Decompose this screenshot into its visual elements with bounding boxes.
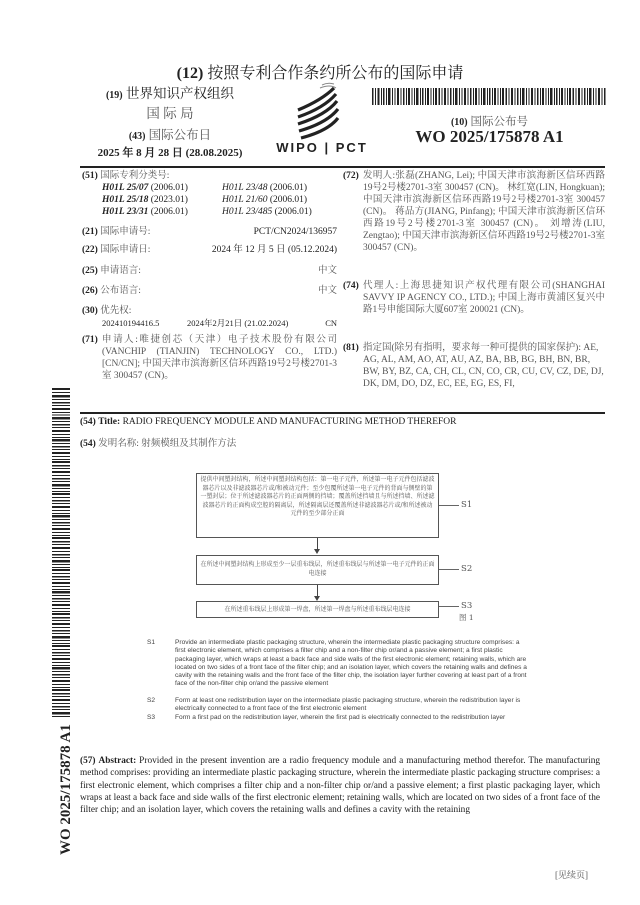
ipc-entry [102,182,337,194]
step-id: S1 [147,639,156,646]
organization-name: 世界知识产权组织 [126,86,235,101]
ipc-secondary-class: H01L 21/60 [222,195,268,205]
filing-language-value: 中文 [317,266,337,276]
s1-leader-line [439,505,459,506]
priority-entry [102,317,337,329]
application-number-label: 国际申请号: [100,227,151,237]
ipc-main-class: H01L 25/18 [102,195,149,205]
agent-block [343,280,606,315]
title-en-label: Title: [98,417,121,427]
organization-bureau: 国 际 局 [146,106,194,121]
title-en-value: RADIO FREQUENCY MODULE AND MANUFACTURING METHOD THEREFOR [122,417,457,427]
priority-label: 优先权: [100,306,132,316]
filing-language-label: 申请语言: [100,266,141,276]
inid-code-22: (22) [82,245,98,255]
publication-number: WO 2025/175878 A1 [415,127,564,146]
s2-leader-line [439,569,459,570]
flow-box-s1: 提供中间塑封结构，所述中间塑封结构包括：第一电子元件，所述第一电子元件包括滤波器芯片以及非滤波器芯片或/和被动元件；至少包覆所述第一电子元件的背面与侧壁的第一塑封层；位于所述滤波器芯片的正面两侧的挡墙；覆盖所述挡墙且与所述挡墙、所述滤波器芯片的正面构成空腔的隔离层，所述隔离层还覆盖所述非滤波器芯片或/和所述被动元件的至少部分正面 [196,473,439,538]
publication-date-value: 2025 年 8 月 28 日 (28.08.2025) [97,147,243,159]
inid-code-26: (26) [82,286,98,296]
designated-states-block [343,342,605,389]
left-bibliographic-column [82,170,337,395]
inid-code-21: (21) [82,227,98,237]
title-zh-value: 射频模组及其制作方法 [141,439,237,449]
publication-language-label: 公布语言: [100,286,141,296]
flow-label-s2: S2 [461,564,473,574]
figure-caption: 图 1 [459,613,474,622]
inid-code-72: (72) [343,171,359,181]
priority-date: 2024年2月21日 (21.02.2024) [187,318,289,328]
wipo-pct-wordmark: WIPO | PCT [276,140,368,155]
applicant-text: 唯捷创芯（天津）电子技术股份有限公司(VANCHIP (TIANJIN) TECHNOLOGY CO., LTD.) [CN/CN]; 中国天津市滨海新区信环西路19号2号楼2701-3室 300457 (CN)。 [102,335,337,381]
continued-on-next-page: [见续页] [555,870,588,880]
publication-language-value: 中文 [317,286,337,296]
abstract-block [80,755,600,816]
flow-box-s2: 在所述中间塑封结构上形成至少一层重布线层，所述重布线层与所述第一电子元件的正面电连接 [196,555,439,585]
publication-number-label: 国际公布号 [470,116,529,128]
inventors-block [343,170,605,253]
ipc-version: (2006.01) [150,183,188,193]
title-zh-row [80,435,236,449]
agent-text: 上海思捷知识产权代理有限公司(SHANGHAI SAVVY IP AGENCY CO., LTD.); 中国上海市黄浦区复兴中路1号申能国际大厦607室 200021 (CN)。 [363,281,606,315]
ipc-version: (2023.01) [150,195,188,205]
ipc-entry [102,194,337,206]
publication-date-label: 国际公布日 [148,128,212,142]
vertical-publication-number: WO 2025/175878 A1 [58,724,74,855]
publication-language-row [82,285,337,297]
title-divider [80,412,605,414]
inid-code-57: (57) [80,756,96,766]
abstract-label: Abstract: [98,756,137,766]
step-id: S3 [147,714,156,721]
flow-box-s3: 在所述重布线层上形成第一焊盘，所述第一焊盘与所述重布线层电连接 [196,601,439,618]
abstract-text: Provided in the present invention are a radio frequency module and a manufacturing method therefor. The manufacturing method comprises: providing an intermediate plastic packaging structure, wherein the intermediate plastic packaging structure comprises: a first electronic element, which comprises a filter chip and a non-filter chip or/and a passive element; a first plastic packaging layer, which wraps at least a back face and side walls of the first electronic element; retaining walls, which are located on two sides of a front face of the filter chip; and an isolation layer, which covers the retaining walls and defines a cavity with the retaining [80,756,600,816]
s3-leader-line [439,606,459,607]
step-text: Form a first pad on the redistribution layer, wherein the first pad is electrically connected to the redistribution layer [175,714,506,721]
ipc-version: (2006.01) [274,207,312,217]
priority-heading [82,305,131,317]
organization-block [90,85,250,123]
priority-number: 202410194416.5 [102,318,160,328]
arrow-down-icon [314,549,320,554]
inid-code-43: (43) [128,131,146,142]
agent-label: 代理人: [363,281,399,291]
ipc-main-class: H01L 25/07 [102,183,149,193]
barcode-icon [372,88,607,105]
step-text: Form at least one redistribution layer on the intermediate plastic packaging structure, wherein the redistribution layer is electrically connected to a front face of the first electronic element [175,697,521,713]
inid-code-51: (51) [82,171,98,181]
step-text: Provide an intermediate plastic packaging structure, wherein the intermediate plastic packaging structure comprises: a first electronic element, which comprises a filter chip and a non-filter chip or/and a passive element; a first plastic packaging layer, which wraps at least a back face and side walls of the first electronic element; retaining walls, which are located on two sides of a front face of the filter chip; and an isolation layer, which covers the retaining walls and defines a cavity with the retaining walls and the front face of the filter chip, the isolation layer further covering at least part of a front face of the non-filter chip or/and the passive element [175,639,527,688]
applicant-block [82,334,337,381]
ipc-entry [102,206,337,218]
ipc-main-class: H01L 23/31 [102,207,149,217]
ipc-label: 国际专利分类号: [100,171,170,181]
title-zh-label: 发明名称: [98,439,139,449]
application-date-row [82,244,337,256]
ipc-version: (2006.01) [150,207,188,217]
designated-states-list: AE, AG, AL, AM, AO, AT, AU, AZ, BA, BB, BG, BH, BN, BR, BW, BY, BZ, CA, CH, CL, CN, CO, CR, CU, CV, CZ, DE, DJ, DK, DM, DO, DZ, EC, EE, EG, ES, FI, [363,343,604,389]
inventors-label: 发明人: [363,171,396,181]
step-id: S2 [147,697,156,704]
ipc-version: (2006.01) [269,195,308,205]
inid-code-54: (54) [80,417,96,427]
document-type-title: 按照专利合作条约所公布的国际申请 [207,65,464,82]
ipc-secondary-class: H01L 23/485 [222,207,273,217]
flow-label-s3: S3 [461,601,473,611]
side-barcode-icon [52,388,70,718]
designated-states-label: 指定国(除另有指明，要求每一种可提供的国家保护): [363,343,581,353]
inid-code-54: (54) [80,439,96,449]
ipc-heading [82,170,169,182]
inid-code-12: (12) [176,65,204,82]
title-en-row [80,417,457,427]
publication-date-block [70,127,270,161]
application-date-label: 国际申请日: [100,245,151,255]
filing-language-row [82,265,337,277]
inid-code-25: (25) [82,266,98,276]
flow-label-s1: S1 [461,500,473,510]
inid-code-30: (30) [82,306,98,316]
application-date-value: 2024 年 12 月 5 日 (05.12.2024) [211,245,337,255]
application-number-row [82,226,337,238]
header-divider [80,166,605,168]
inid-code-19: (19) [105,90,123,101]
figure-steps-english [147,639,537,739]
applicant-label: 申请人: [102,335,138,345]
priority-country: CN [325,318,337,328]
right-bibliographic-column [343,170,605,395]
inid-code-81: (81) [343,343,359,353]
inid-code-74: (74) [343,281,359,291]
application-number-value: PCT/CN2024/136957 [253,227,337,237]
inventors-text: 张磊(ZHANG, Lei); 中国天津市滨海新区信环西路19号2号楼2701-3室 300457 (CN)。 林红宽(LIN, Hongkuan); 中国天津市滨海新区信环西路19号2号楼2701-3室 300457 (CN)。 蒋品方(JIANG, Pinfang); 中国天津市滨海新区信环西路19号2号楼2701-3室 300457 (CN)。 刘增涛(LIU, Zengtao); 中国天津市滨海新区信环西路19号2号楼2701-3室 300457 (CN)。 [363,171,605,253]
inid-code-10: (10) [450,117,468,128]
document-type-heading [0,60,640,83]
inid-code-71: (71) [82,335,98,345]
ipc-secondary-class: H01L 23/48 [222,183,268,193]
ipc-version: (2006.01) [269,183,308,193]
